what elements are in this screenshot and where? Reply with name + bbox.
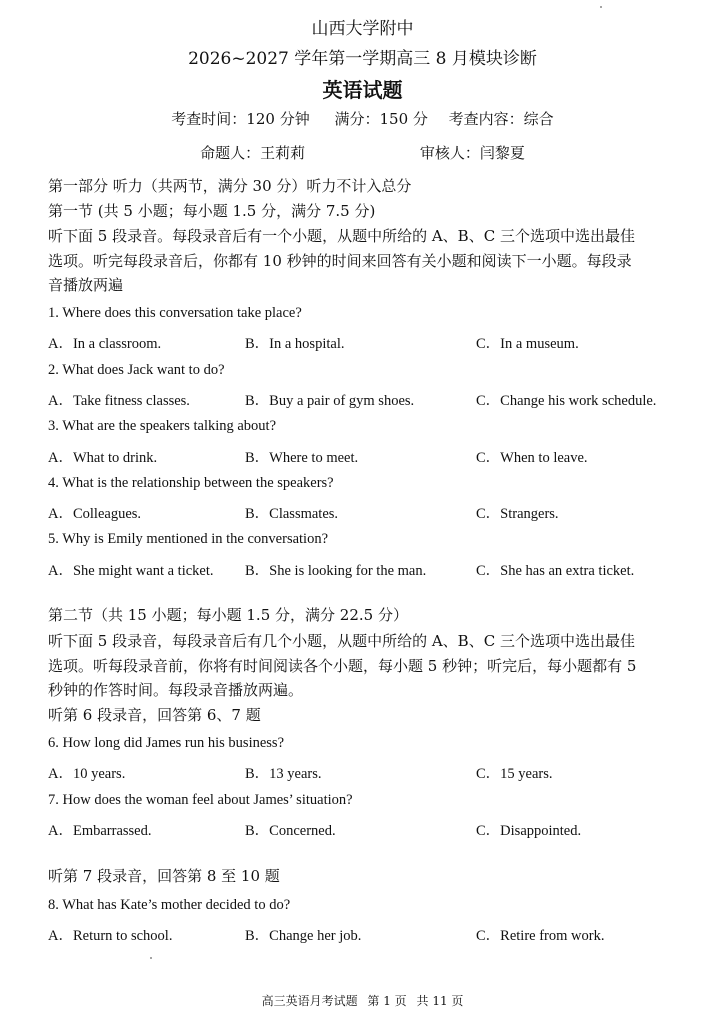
exam-staff-row bbox=[0, 142, 725, 163]
option-a: A．Return to school. bbox=[48, 928, 173, 944]
option-b: B．Classmates. bbox=[245, 506, 339, 522]
exam-content: 考查内容：综合 bbox=[448, 110, 554, 128]
option-a: A．In a classroom. bbox=[48, 336, 162, 352]
section2-instruction-line: 听下面 5 段录音，每段录音后有几个小题，从题中所给的 A、B、C 三个选项中选出最佳 bbox=[48, 632, 635, 650]
option-b: B．In a hospital. bbox=[245, 336, 345, 352]
option-a: A．Take fitness classes. bbox=[48, 393, 190, 409]
exam-reviewer: 审核人：闫黎夏 bbox=[419, 144, 525, 162]
footer-page-total: 共 11 页 bbox=[416, 994, 464, 1008]
section1-instruction-line: 听下面 5 段录音。每段录音后有一个小题，从题中所给的 A、B、C 三个选项中选出最佳 bbox=[48, 227, 635, 245]
option-c: C．She has an extra ticket. bbox=[476, 563, 635, 579]
footer-page-number: 第 1 页 bbox=[367, 994, 407, 1008]
section2-instruction-line: 选项。听每段录音前，你将有时间阅读各个小题，每小题 5 秒钟；听完后，每小题都有 5 bbox=[48, 657, 637, 675]
question-1-options bbox=[48, 332, 688, 352]
option-c: C．In a museum. bbox=[476, 336, 579, 352]
question-7-options bbox=[48, 819, 688, 839]
exam-score: 满分：150 分 bbox=[334, 110, 428, 128]
option-a: A．She might want a ticket. bbox=[48, 563, 214, 579]
question-3-options bbox=[48, 446, 688, 466]
exam-subject-title: 英语试题 bbox=[322, 78, 403, 102]
question-2: 2. What does Jack want to do? bbox=[48, 362, 225, 378]
question-4: 4. What is the relationship between the speakers? bbox=[48, 475, 334, 491]
page-footer bbox=[0, 992, 725, 1009]
option-b: B．She is looking for the man. bbox=[245, 563, 427, 579]
option-c: C．Retire from work. bbox=[476, 928, 605, 944]
option-b: B．Where to meet. bbox=[245, 450, 359, 466]
part1-title: 第一部分 听力（共两节，满分 30 分）听力不计入总分 bbox=[48, 177, 412, 195]
option-c: C．Disappointed. bbox=[476, 823, 582, 839]
question-4-options bbox=[48, 502, 688, 522]
option-a: A．10 years. bbox=[48, 766, 126, 782]
section1-instruction-line: 音播放两遍 bbox=[48, 276, 124, 294]
question-1: 1. Where does this conversation take place? bbox=[48, 305, 302, 321]
school-name: 山西大学附中 bbox=[311, 19, 414, 39]
option-a: A．What to drink. bbox=[48, 450, 158, 466]
section2-instruction-line: 秒钟的作答时间。每段录音播放两遍。 bbox=[48, 681, 304, 699]
exam-info-row bbox=[0, 108, 725, 129]
question-7: 7. How does the woman feel about James’ situation? bbox=[48, 792, 353, 808]
question-2-options bbox=[48, 389, 688, 409]
scan-speck bbox=[150, 957, 152, 959]
option-b: B．13 years. bbox=[245, 766, 322, 782]
section2-title: 第二节（共 15 小题；每小题 1.5 分，满分 22.5 分） bbox=[48, 606, 408, 624]
option-c: C．15 years. bbox=[476, 766, 553, 782]
option-a: A．Embarrassed. bbox=[48, 823, 152, 839]
question-8-options bbox=[48, 924, 688, 944]
question-6-options bbox=[48, 762, 688, 782]
exam-term: 2026~2027 学年第一学期高三 8 月模块诊断 bbox=[188, 49, 537, 69]
question-8: 8. What has Kate’s mother decided to do? bbox=[48, 897, 291, 913]
section1-title: 第一节 (共 5 小题；每小题 1.5 分，满分 7.5 分) bbox=[48, 202, 376, 220]
question-6: 6. How long did James run his business? bbox=[48, 735, 285, 751]
option-b: B．Concerned. bbox=[245, 823, 336, 839]
option-b: B．Change her job. bbox=[245, 928, 362, 944]
section1-instruction-line: 选项。听完每段录音后，你都有 10 秒钟的时间来回答有关小题和阅读下一小题。每段录 bbox=[48, 252, 632, 270]
question-5: 5. Why is Emily mentioned in the conversation? bbox=[48, 531, 329, 547]
group7-heading: 听第 7 段录音，回答第 8 至 10 题 bbox=[48, 867, 280, 885]
footer-exam-name: 高三英语月考试题 bbox=[261, 994, 358, 1008]
option-c: C．When to leave. bbox=[476, 450, 588, 466]
option-c: C．Strangers. bbox=[476, 506, 559, 522]
exam-time: 考查时间：120 分钟 bbox=[171, 110, 310, 128]
group6-heading: 听第 6 段录音，回答第 6、7 题 bbox=[48, 706, 261, 724]
exam-author: 命题人：王莉莉 bbox=[200, 144, 306, 162]
scan-speck bbox=[600, 6, 602, 8]
question-3: 3. What are the speakers talking about? bbox=[48, 418, 277, 434]
option-a: A．Colleagues. bbox=[48, 506, 142, 522]
option-c: C．Change his work schedule. bbox=[476, 393, 657, 409]
option-b: B．Buy a pair of gym shoes. bbox=[245, 393, 415, 409]
question-5-options bbox=[48, 559, 688, 579]
